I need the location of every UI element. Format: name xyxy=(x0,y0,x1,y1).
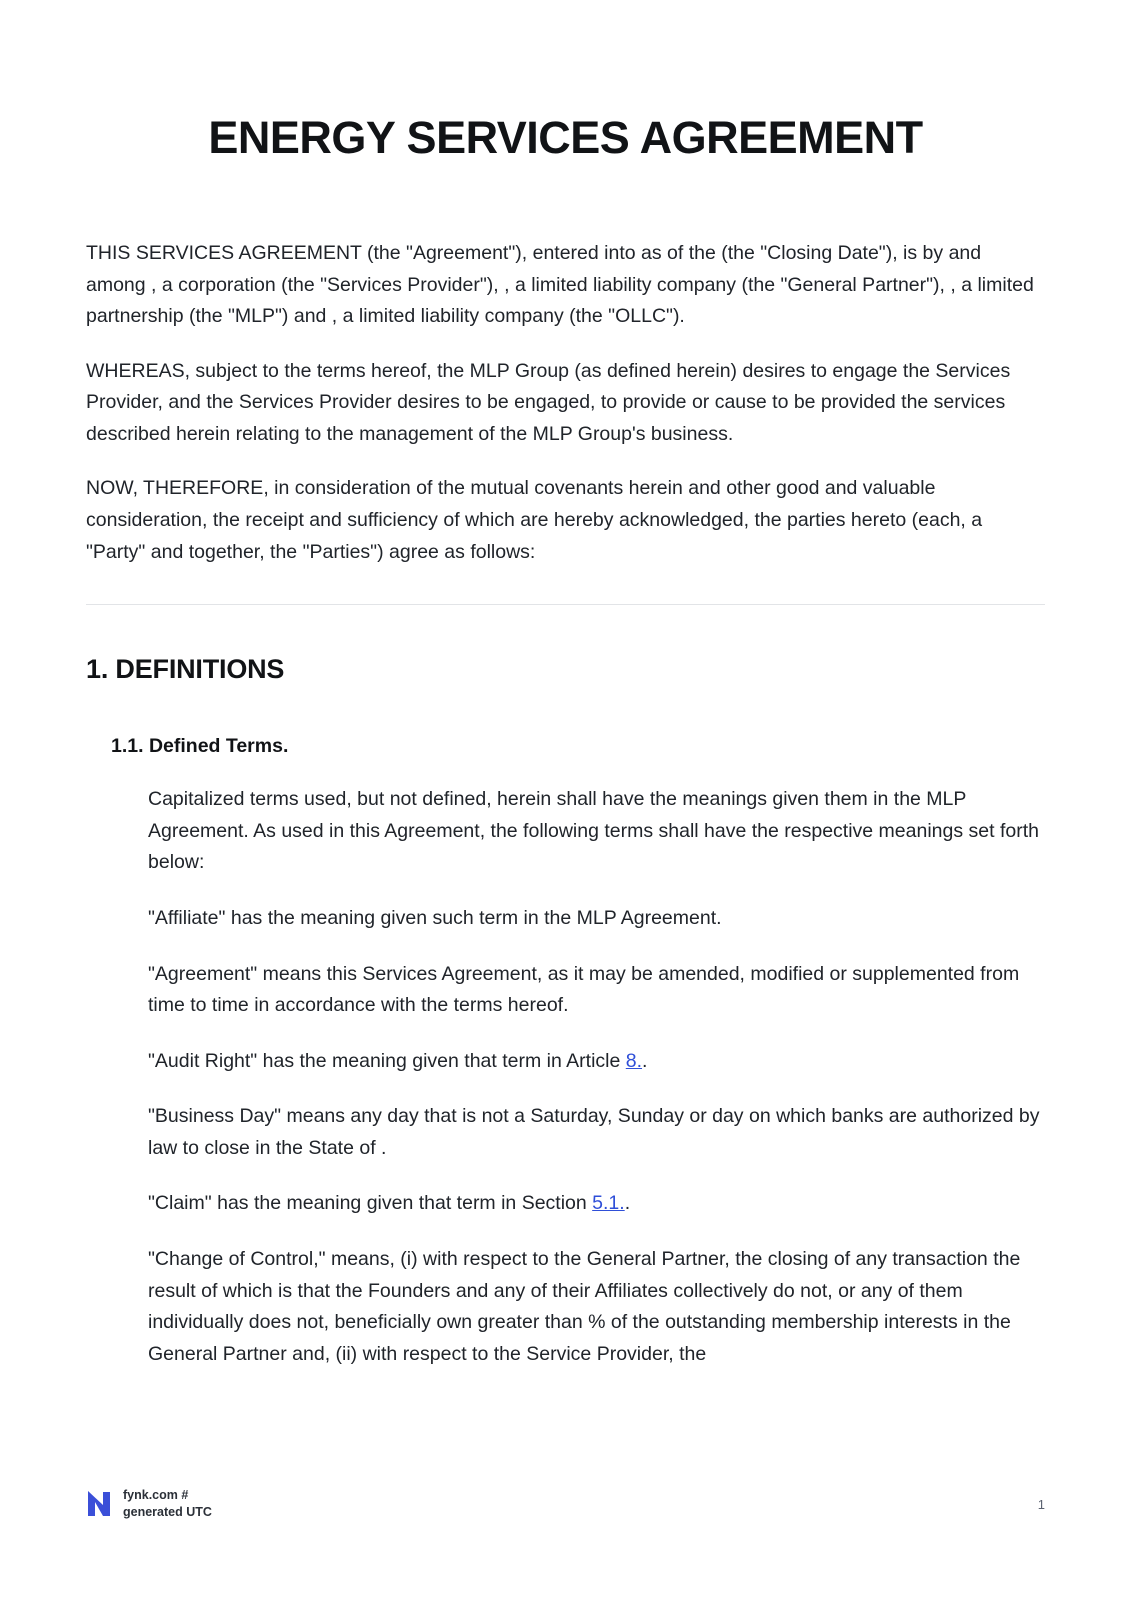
cross-reference-section-5-1[interactable]: 5.1. xyxy=(592,1192,625,1215)
cross-reference-article-8[interactable]: 8. xyxy=(625,1049,643,1072)
definition-audit-right-suffix: . xyxy=(642,1049,648,1072)
intro-paragraph-3: NOW, THEREFORE, in consideration of the mutual covenants herein and other good and valuable consideration, the receipt and sufficiency of which are hereby acknowledged, the parties hereto (each, a "Party" and together, the "Parties") agree as follows: xyxy=(86,477,983,563)
page-footer xyxy=(86,1487,1045,1523)
footer-brand xyxy=(86,1487,212,1523)
definition-audit-right xyxy=(148,1046,1045,1078)
definition-claim-text: "Claim" has the meaning given that term in Section xyxy=(148,1192,593,1215)
intro-paragraph-1: THIS SERVICES AGREEMENT (the "Agreement"), entered into as of the (the "Closing Date"), is by and among , a corporation (the "Services Provider"), , a limited liability company (the "General Partner"), , a limited partnership (the "MLP") and , a limited liability company (the "OLLC"). xyxy=(86,242,1034,328)
defined-terms-intro: Capitalized terms used, but not defined, herein shall have the meanings given them in the MLP Agreement. As used in this Agreement, the following terms shall have the respective meanings set forth below: xyxy=(148,788,1039,874)
defined-terms-body xyxy=(148,784,1045,1370)
intro-paragraph-2: WHEREAS, subject to the terms hereof, the MLP Group (as defined herein) desires to engage the Services Provider, and the Services Provider desires to be engaged, to provide or cause to be provided the services described herein relating to the management of the MLP Group's business. xyxy=(86,359,1011,445)
page-number: 1 xyxy=(1037,1496,1045,1512)
definition-audit-right-text: "Audit Right" has the meaning given that term in Article xyxy=(148,1049,626,1072)
section-divider xyxy=(86,604,1045,605)
definition-agreement: "Agreement" means this Services Agreement, as it may be amended, modified or supplemented from time to time in accordance with the terms hereof. xyxy=(148,962,1020,1017)
footer-source: fynk.com # xyxy=(123,1487,189,1502)
subsection-heading-defined-terms: 1.1. Defined Terms. xyxy=(111,735,289,758)
definition-affiliate: "Affiliate" has the meaning given such term in the MLP Agreement. xyxy=(148,906,722,929)
definition-change-of-control: "Change of Control," means, (i) with respect to the General Partner, the closing of any transaction the result of which is that the Founders and any of their Affiliates collectively do not, or any of them individually does not, beneficially own greater than % of the outstanding membership interests in the General Partner and, (ii) with respect to the Service Provider, the xyxy=(148,1247,1021,1365)
page-title: ENERGY SERVICES AGREEMENT xyxy=(208,112,923,163)
section-heading-definitions: 1. DEFINITIONS xyxy=(86,654,285,685)
definition-claim-suffix: . xyxy=(624,1192,631,1215)
definition-business-day: "Business Day" means any day that is not a Saturday, Sunday or day on which banks are authorized by law to close in the State of . xyxy=(148,1105,1040,1159)
fynk-logo-icon xyxy=(86,1489,112,1519)
definition-claim xyxy=(148,1188,1045,1220)
footer-generated: generated UTC xyxy=(123,1505,212,1520)
intro-section xyxy=(86,238,1045,568)
footer-text-block xyxy=(123,1487,212,1523)
